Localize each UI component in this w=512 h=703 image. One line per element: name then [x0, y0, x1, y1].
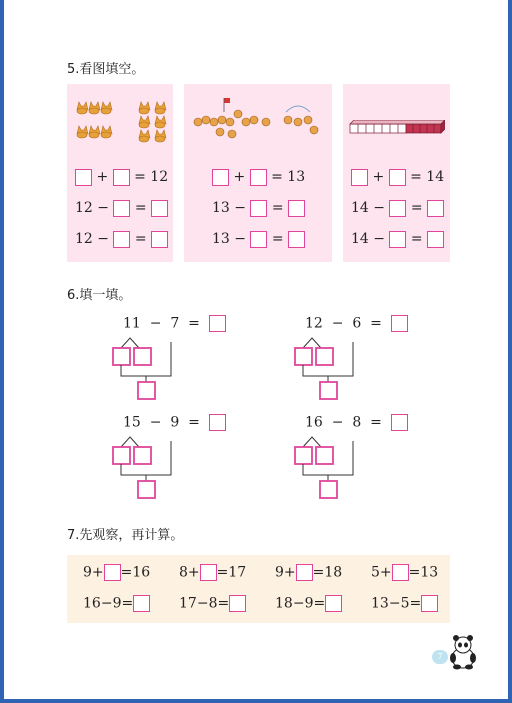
answer-box[interactable] [104, 564, 121, 581]
answer-box[interactable] [209, 414, 226, 431]
panel3-equation-2: 14 − = [351, 198, 444, 218]
answer-box[interactable] [421, 595, 438, 612]
decompose-diagram [286, 334, 366, 404]
question-5-title: 5.看图填空。 [67, 62, 145, 77]
answer-box[interactable] [296, 564, 313, 581]
answer-box[interactable] [212, 169, 229, 186]
cat-group-right [139, 102, 166, 142]
answer-box[interactable] [151, 231, 168, 248]
cat-group-left [77, 102, 112, 138]
panel1-equation-1: + = 12 [75, 167, 168, 187]
answer-box[interactable] [391, 315, 408, 332]
answer-box[interactable] [113, 169, 130, 186]
subtraction-item: 16−9= [83, 595, 150, 612]
answer-box[interactable] [389, 200, 406, 217]
panel2-equation-3: 13 − = [212, 229, 305, 249]
decompose-diagram [104, 433, 184, 503]
answer-box[interactable] [389, 169, 406, 186]
answer-box[interactable] [427, 231, 444, 248]
practice-strip [67, 555, 450, 623]
panel2-equation-2: 13 − = [212, 198, 305, 218]
cube-strip-illustration [349, 120, 445, 136]
panel1-equation-3: 12 − = [75, 229, 168, 249]
answer-box[interactable] [75, 169, 92, 186]
answer-box[interactable] [250, 200, 267, 217]
answer-box[interactable] [200, 564, 217, 581]
panel3-equation-3: 14 − = [351, 229, 444, 249]
answer-box[interactable] [351, 169, 368, 186]
answer-box[interactable] [389, 231, 406, 248]
panel-monkeys [184, 84, 332, 262]
panel-cats [67, 84, 173, 262]
subtraction-item: 13−5= [371, 595, 438, 612]
cats-illustration [73, 94, 169, 146]
panda-icon [448, 634, 478, 670]
problem-equation: 15 − 9 = [123, 414, 226, 431]
panel3-equation-1: + = 14 [351, 167, 444, 187]
answer-box[interactable] [288, 231, 305, 248]
answer-box[interactable] [427, 200, 444, 217]
answer-box[interactable] [133, 595, 150, 612]
panel-cubes [343, 84, 450, 262]
answer-box[interactable] [229, 595, 246, 612]
answer-box[interactable] [391, 414, 408, 431]
answer-box[interactable] [250, 169, 267, 186]
decompose-diagram [104, 334, 184, 404]
answer-box[interactable] [250, 231, 267, 248]
answer-box[interactable] [325, 595, 342, 612]
panel2-equation-1: + = 13 [212, 167, 305, 187]
problem-equation: 12 − 6 = [305, 315, 408, 332]
answer-box[interactable] [151, 200, 168, 217]
addition-item: 9+ =16 [83, 564, 151, 581]
page-number: 7 [432, 650, 448, 664]
question-7-title: 7.先观察，再计算。 [67, 528, 184, 543]
panel1-equation-2: 12 − = [75, 198, 168, 218]
subtraction-item: 18−9= [275, 595, 342, 612]
answer-box[interactable] [113, 200, 130, 217]
addition-item: 5+ =13 [371, 564, 439, 581]
answer-box[interactable] [113, 231, 130, 248]
answer-box[interactable] [288, 200, 305, 217]
answer-box[interactable] [209, 315, 226, 332]
monkeys-illustration [188, 96, 328, 144]
addition-item: 8+ =17 [179, 564, 247, 581]
answer-box[interactable] [392, 564, 409, 581]
subtraction-item: 17−8= [179, 595, 246, 612]
problem-equation: 11 − 7 = [123, 315, 226, 332]
problem-equation: 16 − 8 = [305, 414, 408, 431]
question-6-title: 6.填一填。 [67, 288, 132, 303]
decompose-diagram [286, 433, 366, 503]
addition-item: 9+ =18 [275, 564, 343, 581]
